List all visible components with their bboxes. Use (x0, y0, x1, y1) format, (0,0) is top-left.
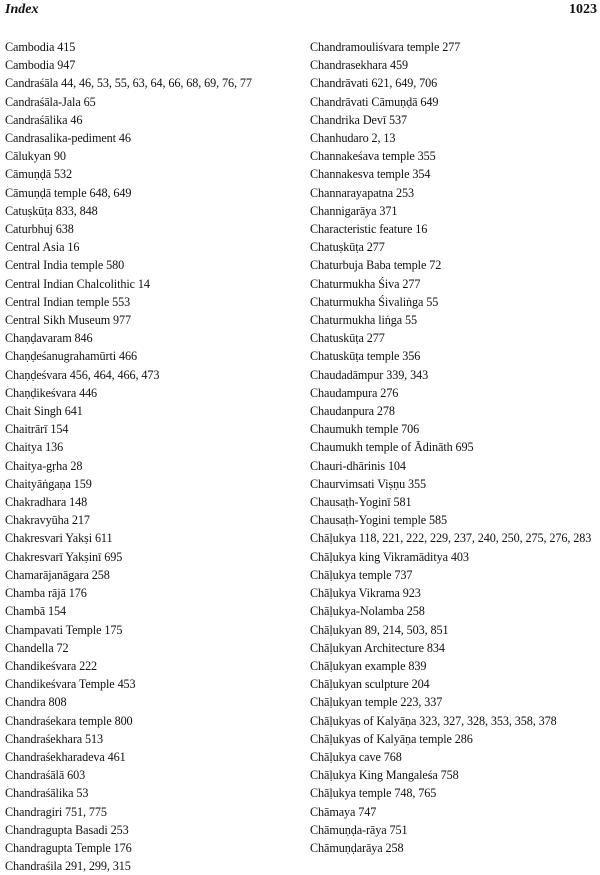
index-entry: Chait Singh 641 (5, 404, 83, 419)
index-entry: Chaityāṅgaṇa 159 (5, 476, 92, 491)
index-entry: Chāḷukyan temple 223, 337 (310, 695, 443, 710)
index-entry: Chaitya 136 (5, 440, 64, 455)
index-column-left (5, 38, 297, 875)
index-entry: Chandraśālika 53 (5, 786, 89, 801)
index-entry: Central Indian temple 553 (5, 294, 131, 309)
index-entry: Chakradhara 148 (5, 495, 88, 510)
index-entry: Chāḷukyan Architecture 834 (310, 640, 445, 655)
index-entry: Chāḷukya Vikrama 923 (310, 586, 421, 601)
index-entry: Chausaṭh-Yoginī 581 (310, 495, 412, 510)
index-entry: Chatuṣkūṭa 277 (310, 240, 385, 255)
index-entry: Chāḷukyas of Kalyāṇa 323, 327, 328, 353, 358, 378 (310, 713, 557, 728)
index-entry: Candraśālika 46 (5, 112, 83, 127)
index-entry: Cāmuṇḍā 532 (5, 167, 72, 182)
index-entry: Catuṣkūṭa 833, 848 (5, 203, 98, 218)
page-title: Index (5, 2, 39, 17)
index-entry: Chandragiri 751, 775 (5, 804, 107, 819)
index-entry: Channigarāya 371 (310, 203, 398, 218)
index-entry: Chandraśekara temple 800 (5, 713, 133, 728)
index-entry: Chandraśekhara 513 (5, 731, 104, 746)
index-entry: Candraśāla-Jala 65 (5, 94, 96, 109)
index-entry: Chakresvarī Yakṣinī 695 (5, 549, 123, 564)
index-entry: Chāḷukya temple 748, 765 (310, 786, 437, 801)
index-entry: Chandrika Devī 537 (310, 112, 408, 127)
index-entry: Chaudampura 276 (310, 385, 399, 400)
page-header (5, 0, 599, 20)
index-entry: Chanhudaro 2, 13 (310, 131, 396, 146)
index-entry: Chatuskūṭa 277 (310, 331, 385, 346)
index-entry: Chaumukh temple of Ādināth 695 (310, 440, 474, 455)
index-entry: Chaturmukha Śivaliṅga 55 (310, 294, 439, 309)
index-entry: Chāḷukya King Mangaleśa 758 (310, 768, 459, 783)
index-entry: Chaitya-gṛha 28 (5, 458, 83, 473)
index-entry: Central Indian Chalcolithic 14 (5, 276, 150, 291)
index-entry: Chandrasekhara 459 (310, 58, 409, 73)
index-entry: Chakresvari Yakṣi 611 (5, 531, 113, 546)
index-entry: Chaṇḍeśanugrahamūrti 466 (5, 349, 137, 364)
index-entry: Chāḷukya cave 768 (310, 749, 402, 764)
index-entry: Cālukyan 90 (5, 149, 66, 164)
index-entry: Chandraśekharadeva 461 (5, 749, 126, 764)
index-entry: Chandrāvati Cāmuṇḍā 649 (310, 94, 439, 109)
index-entry: Chaṇḍavaram 846 (5, 331, 93, 346)
index-entry: Champavati Temple 175 (5, 622, 123, 637)
index-entry: Chakravyūha 217 (5, 513, 90, 528)
index-entry: Chāḷukyas of Kalyāṇa temple 286 (310, 731, 473, 746)
index-column-right (310, 38, 598, 857)
index-entry: Chandikeśvara 222 (5, 658, 98, 673)
index-entry: Chandramouliśvara temple 277 (310, 40, 461, 54)
index-entry: Chamba rājā 176 (5, 586, 87, 601)
index-entry: Cambodia 415 (5, 40, 76, 54)
index-entry: Candrasalika-pediment 46 (5, 131, 131, 146)
index-entry: Chaturmukha Śiva 277 (310, 276, 421, 291)
index-entry: Chāḷukya king Vikramāditya 403 (310, 549, 469, 564)
index-entry: Chambā 154 (5, 604, 66, 619)
index-entry: Chāḷukya-Nolamba 258 (310, 604, 425, 619)
index-entry: Channarayapatna 253 (310, 185, 415, 200)
index-entry: Chāmuṇḍa-rāya 751 (310, 822, 408, 837)
index-entry: Chaturbuja Baba temple 72 (310, 258, 442, 273)
index-entry: Chandrāvati 621, 649, 706 (310, 76, 438, 91)
index-entry: Chaudadāmpur 339, 343 (310, 367, 429, 382)
index-entry: Chaṇḍeśvara 456, 464, 466, 473 (5, 367, 160, 382)
index-entry: Chausaṭh-Yogini temple 585 (310, 513, 447, 528)
index-entry: Channakesva temple 354 (310, 167, 431, 182)
index-entry: Central India temple 580 (5, 258, 125, 273)
index-entry: Chandraśālā 603 (5, 768, 86, 783)
index-entry: Chandraśila 291, 299, 315 (5, 859, 131, 874)
index-entry: Chaṇḍikeśvara 446 (5, 385, 98, 400)
index-entry: Central Sikh Museum 977 (5, 313, 132, 328)
index-entry: Chāmaya 747 (310, 804, 377, 819)
index-entry: Chauri-dhārinis 104 (310, 458, 406, 473)
index-entry: Chāḷukya temple 737 (310, 567, 413, 582)
index-entry: Chaumukh temple 706 (310, 422, 420, 437)
index-entry: Cambodia 947 (5, 58, 76, 73)
index-entry: Chaurvimsati Viṣṇu 355 (310, 476, 427, 491)
index-entry: Chandikeśvara Temple 453 (5, 677, 136, 692)
index-entry: Chandragupta Temple 176 (5, 840, 132, 855)
index-entry: Caturbhuj 638 (5, 222, 74, 237)
index-entry: Chaturmukha liṅga 55 (310, 313, 417, 328)
page-number: 1023 (569, 2, 597, 17)
index-entry: Chaudanpura 278 (310, 404, 395, 419)
index-entry: Chāmuṇḍarāya 258 (310, 840, 404, 855)
index-entry: Chaitrārī 154 (5, 422, 69, 437)
index-entry: Chāḷukya 118, 221, 222, 229, 237, 240, 250, 275, 276, 283 (310, 531, 592, 546)
index-entry: Chandra 808 (5, 695, 67, 710)
index-entry: Chāḷukyan 89, 214, 503, 851 (310, 622, 449, 637)
index-entry: Chandragupta Basadi 253 (5, 822, 129, 837)
index-entry: Chandella 72 (5, 640, 69, 655)
index-entry: Central Asia 16 (5, 240, 80, 255)
index-entry: Cāmuṇḍā temple 648, 649 (5, 185, 132, 200)
index-entry: Chatuskūṭa temple 356 (310, 349, 421, 364)
index-entry: Channakeśava temple 355 (310, 149, 436, 164)
index-entry: Characteristic feature 16 (310, 222, 428, 237)
index-entry: Candraśāla 44, 46, 53, 55, 63, 64, 66, 68, 69, 76, 77 (5, 76, 252, 91)
index-entry: Chāḷukyan example 839 (310, 658, 427, 673)
index-entry: Chāḷukyan sculpture 204 (310, 677, 430, 692)
index-entry: Chamarājanāgara 258 (5, 567, 110, 582)
